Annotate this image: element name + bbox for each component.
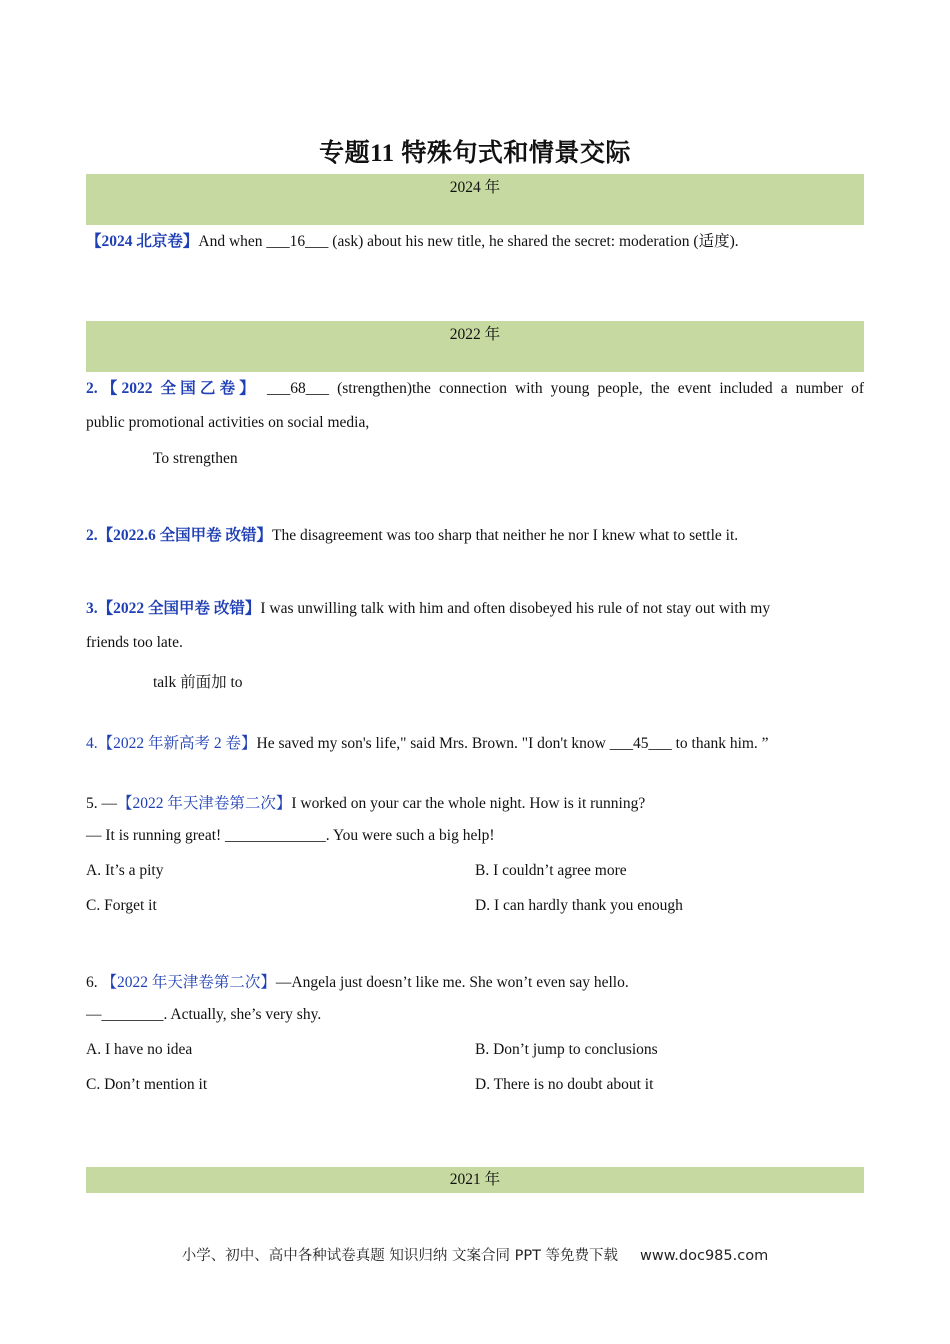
question-source: 【2022 年天津卷第二次】 bbox=[117, 795, 292, 812]
option-d[interactable]: D. There is no doubt about it bbox=[475, 1076, 654, 1093]
question-number: 6. bbox=[86, 974, 102, 991]
question-6 bbox=[86, 970, 864, 992]
page-footer bbox=[0, 1244, 950, 1265]
option-d[interactable]: D. I can hardly thank you enough bbox=[475, 897, 683, 914]
question-source: 【2022 年新高考 2 卷】 bbox=[97, 735, 257, 752]
question-text-continued: public promotional activities on social media, bbox=[86, 414, 370, 431]
question-text: The disagreement was too sharp that neither he nor I knew what to settle it. bbox=[272, 527, 739, 544]
question-number: 2. bbox=[86, 380, 98, 397]
question-text-continued: friends too late. bbox=[86, 634, 183, 651]
question-text: (ask) about his new title, he shared the secret: moderation (适度). bbox=[328, 233, 739, 250]
footer-url[interactable]: www.doc985.com bbox=[640, 1248, 769, 1264]
section-year-label: 2024 年 bbox=[449, 179, 501, 196]
question-source: 【2022.6 全国甲卷 改错】 bbox=[97, 527, 273, 544]
question-source: 【2022 年天津卷第二次】 bbox=[101, 974, 276, 991]
question-text: He saved my son's life," said Mrs. Brown. "I don't know bbox=[256, 735, 610, 752]
question-2024 bbox=[86, 229, 864, 251]
question-number: 2. bbox=[86, 527, 98, 544]
answer-blank: ___16___ bbox=[266, 233, 329, 250]
question-text: And when bbox=[198, 233, 267, 250]
question-2022-1 bbox=[86, 376, 864, 398]
answer-text: To strengthen bbox=[153, 450, 238, 467]
question-source: 【2022 全国甲卷 改错】 bbox=[97, 600, 261, 617]
question-5 bbox=[86, 791, 864, 813]
question-3 bbox=[86, 596, 864, 618]
answer-blank: ___45___ bbox=[609, 735, 672, 752]
option-a[interactable]: A. It’s a pity bbox=[86, 862, 164, 879]
question-text: I worked on your car the whole night. How is it running? bbox=[291, 795, 646, 812]
question-text: (strengthen)the connection with young people, the event included a number of bbox=[329, 380, 864, 397]
question-text: I was unwilling talk with him and often disobeyed his rule of not stay out with my bbox=[260, 600, 771, 617]
option-c[interactable]: C. Forget it bbox=[86, 897, 157, 914]
option-b[interactable]: B. I couldn’t agree more bbox=[475, 862, 627, 879]
option-c[interactable]: C. Don’t mention it bbox=[86, 1076, 208, 1093]
answer-blank: ___68___ bbox=[267, 380, 330, 397]
question-number: 3. bbox=[86, 600, 98, 617]
section-header-2024 bbox=[86, 174, 864, 225]
question-number: 5. — bbox=[86, 795, 117, 812]
answer-text: talk 前面加 to bbox=[153, 674, 243, 691]
question-text-continued: —________. Actually, she’s very shy. bbox=[86, 1006, 322, 1023]
question-text: —Angela just doesn’t like me. She won’t even say hello. bbox=[275, 974, 629, 991]
question-source: 【2022 全国乙卷】 bbox=[97, 380, 259, 397]
question-text: to thank him. ” bbox=[671, 735, 769, 752]
section-header-2022 bbox=[86, 321, 864, 372]
question-text-continued: — It is running great! _____________. You were such a big help! bbox=[86, 827, 495, 844]
question-number: 4. bbox=[86, 735, 98, 752]
section-header-2021 bbox=[86, 1167, 864, 1193]
page-title: 专题11 特殊句式和情景交际 bbox=[319, 140, 631, 167]
option-a[interactable]: A. I have no idea bbox=[86, 1041, 193, 1058]
option-b[interactable]: B. Don’t jump to conclusions bbox=[475, 1041, 658, 1058]
question-2022-2 bbox=[86, 523, 864, 545]
footer-text: 小学、初中、高中各种试卷真题 知识归纳 文案合同 PPT 等免费下载 bbox=[181, 1248, 619, 1264]
section-year-label: 2022 年 bbox=[449, 326, 501, 343]
question-4 bbox=[86, 731, 864, 753]
section-year-label: 2021 年 bbox=[449, 1171, 501, 1188]
question-source: 【2024 北京卷】 bbox=[86, 233, 199, 250]
